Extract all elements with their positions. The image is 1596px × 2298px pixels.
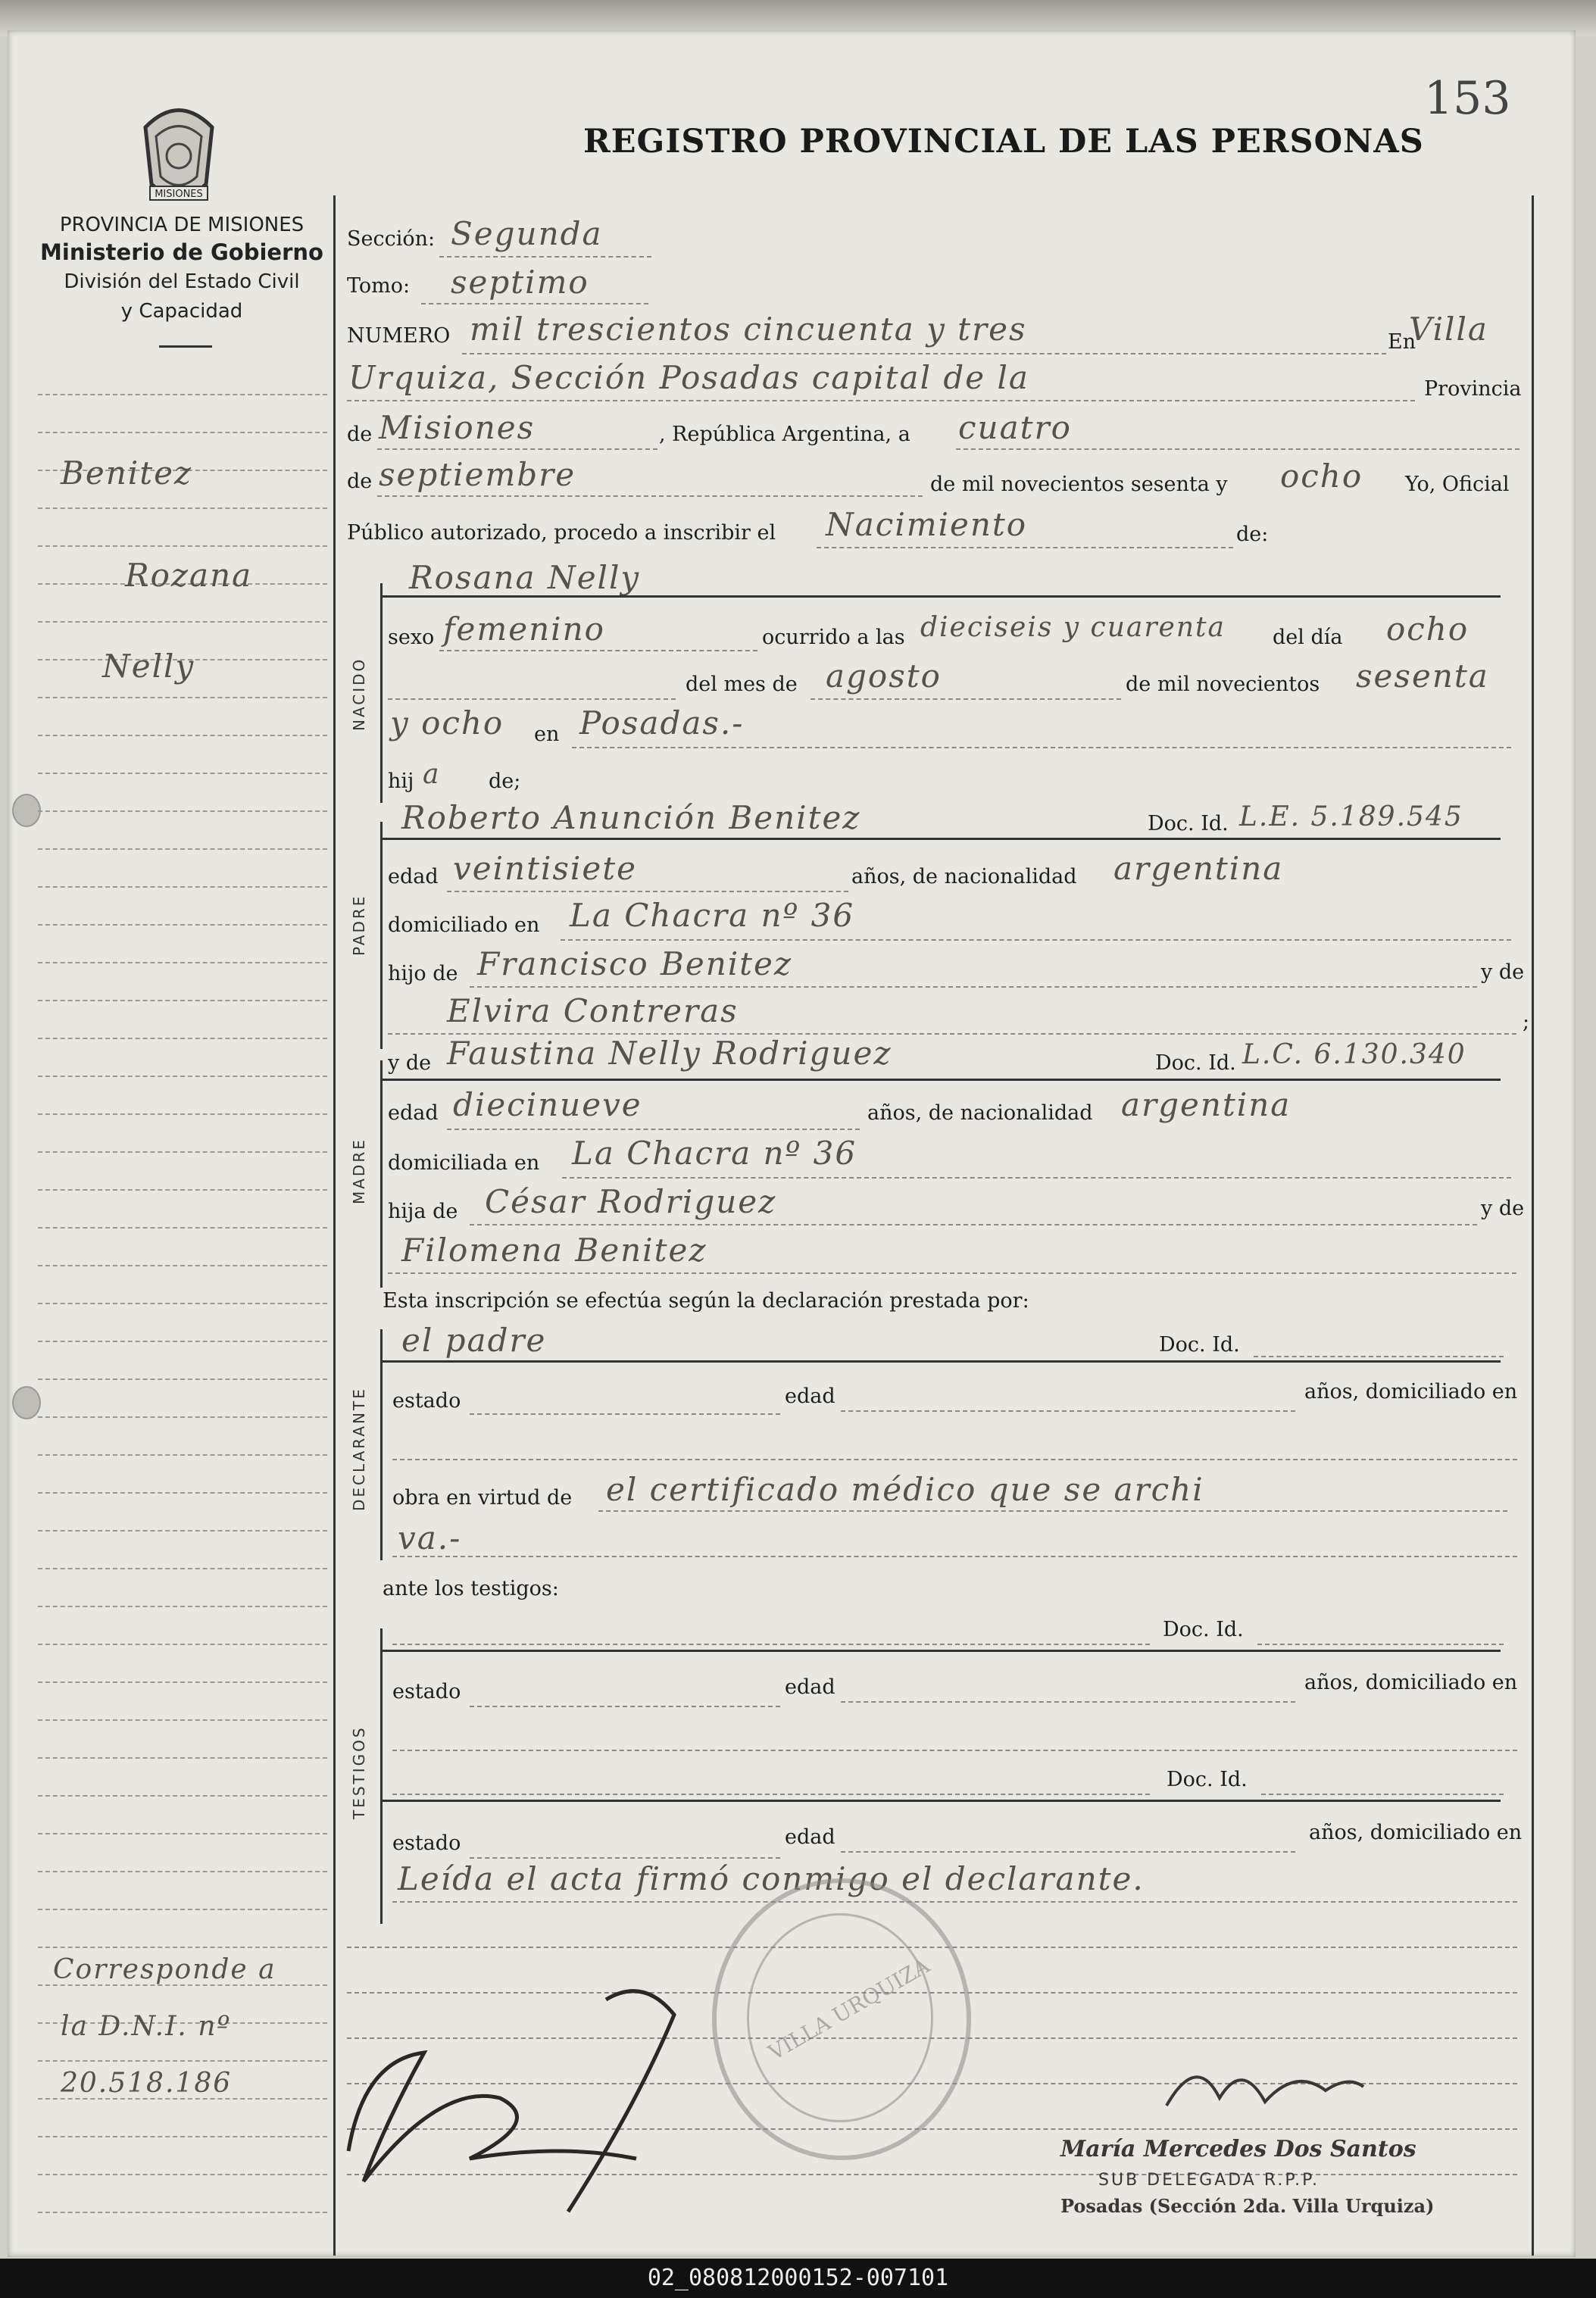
publico-label: Público autorizado, procedo a inscribir el (347, 521, 776, 545)
margin-rule (38, 1757, 327, 1759)
declarante-doc-line (1254, 1356, 1504, 1357)
hij-label: hij (388, 770, 414, 793)
en-value: Villa (1409, 311, 1488, 348)
testigo1-estado-label: estado (392, 1680, 461, 1703)
obra-value: el certificado médico que se archi (606, 1471, 1204, 1508)
margin-rule (38, 432, 327, 433)
margin-rule (38, 1454, 327, 1456)
folio-number: 153 (1424, 72, 1511, 125)
numero-line (462, 353, 1386, 354)
testigo1-estado-line (470, 1706, 780, 1707)
provincia-line (377, 448, 657, 450)
padre-bracket (380, 822, 383, 1049)
mes-line (377, 495, 923, 497)
official-round-stamp (712, 1878, 971, 2160)
lugar-value: Posadas.- (579, 704, 745, 742)
round-stamp-text: VILLA URQUIZA (764, 1953, 934, 2065)
margin-rule (38, 2174, 327, 2175)
madre-yde2-label: y de (1481, 1197, 1525, 1220)
declarante-dom-line (392, 1459, 1517, 1460)
madre-abuela-value: Filomena Benitez (401, 1232, 707, 1269)
margin-rule (38, 1568, 327, 1569)
padre-hijode-line (470, 986, 1477, 988)
margin-divider (333, 195, 336, 2256)
declarante-edad-line (841, 1410, 1295, 1412)
margin-rule (38, 1189, 327, 1191)
hora-value: dieciseis y cuarenta (920, 612, 1226, 643)
margin-rule (38, 1113, 327, 1115)
margin-rule (38, 962, 327, 963)
madre-doc-value: L.C. 6.130.340 (1242, 1039, 1466, 1070)
padre-edad-line (447, 891, 848, 892)
sexo-value: femenino (443, 610, 605, 648)
seccion-label: Sección: (347, 227, 436, 251)
provincia-value: Misiones (379, 409, 536, 446)
document-id: 02_080812000152-007101 (647, 2265, 949, 2291)
margin-rule (38, 1000, 327, 1001)
tomo-line (421, 303, 648, 304)
margin-rule (38, 1909, 327, 1910)
margin-rule (38, 1378, 327, 1380)
margin-rule (38, 1947, 327, 1948)
obra-value-2: va.- (398, 1519, 462, 1556)
padre-hijode-value: Francisco Benitez (477, 945, 793, 982)
margin-rule (38, 1833, 327, 1834)
testigo2-doc-line (1261, 1794, 1504, 1795)
declarante-quien: el padre (401, 1322, 547, 1359)
padre-dom-value: La Chacra nº 36 (570, 897, 855, 934)
nacido-top-line (383, 595, 1501, 598)
madre-hijade-line (470, 1224, 1477, 1225)
madre-edad-label: edad (388, 1101, 439, 1125)
testigo2-top-line (383, 1800, 1501, 1802)
declarante-anios-label: años, domiciliado en (1304, 1380, 1518, 1403)
nacido-en-label: en (534, 723, 560, 746)
margin-rule (38, 810, 327, 812)
margin-rule (38, 1341, 327, 1342)
testigo2-estado-label: estado (392, 1831, 461, 1855)
place-line (347, 400, 1415, 401)
testigos-intro: ante los testigos: (383, 1577, 559, 1600)
margin-rule (38, 2212, 327, 2213)
madre-anios-label: años, de nacionalidad (867, 1101, 1093, 1125)
footer-bar (0, 2259, 1596, 2298)
declarante-edad-label: edad (785, 1385, 835, 1408)
testigo1-doc-line (1257, 1644, 1504, 1645)
declarant-signature (318, 1969, 742, 2219)
tomo-value: septimo (451, 264, 589, 301)
obra-line-2 (392, 1556, 1517, 1557)
obra-label: obra en virtud de (392, 1486, 573, 1510)
sexo-line (439, 650, 757, 651)
madre-edad-value: diecinueve (453, 1086, 642, 1123)
page-title: REGISTRO PROVINCIAL DE LAS PERSONAS (583, 123, 1424, 161)
madre-dom-label: domiciliada en (388, 1151, 540, 1175)
declarante-intro: Esta inscripción se efectúa según la declaración prestada por: (383, 1289, 1029, 1313)
institution-ministry: Ministerio de Gobierno (40, 239, 323, 265)
yo-label: Yo, Oficial (1405, 473, 1510, 496)
testigo1-edad-line (841, 1701, 1295, 1703)
margin-rule (38, 621, 327, 623)
coat-of-arms-icon (130, 97, 227, 211)
madre-doc-label: Doc. Id. (1155, 1051, 1236, 1075)
margin-rule (38, 1644, 327, 1645)
margin-rule (38, 1265, 327, 1266)
svg-text:MISIONES: MISIONES (155, 189, 203, 200)
margin-rule (38, 735, 327, 736)
obra-line (598, 1510, 1507, 1512)
seccion-line (439, 256, 651, 258)
numero-label: NUMERO (347, 324, 451, 348)
padre-anios-label: años, de nacionalidad (851, 865, 1077, 888)
acto-line (817, 547, 1233, 548)
provincia-label: Provincia (1424, 377, 1522, 401)
madre-bracket (380, 1060, 383, 1288)
section-madre: MADRE (350, 1138, 368, 1204)
testigo1-anios-label: años, domiciliado en (1304, 1671, 1518, 1694)
padre-dom-line (561, 939, 1511, 941)
anio-label: de mil novecientos sesenta y (930, 473, 1228, 496)
margin-rule (38, 1530, 327, 1531)
official-name: María Mercedes Dos Santos (1060, 2136, 1416, 2162)
padre-edad-value: veintisiete (453, 850, 637, 887)
punch-hole-top (12, 794, 41, 827)
nacido-anio2-value: y ocho (390, 704, 504, 742)
nacido-name: Rosana Nelly (409, 559, 641, 596)
margin-rule (38, 1795, 327, 1797)
official-place: Posadas (Sección 2da. Villa Urquiza) (1060, 2195, 1435, 2217)
margin-surname: Benitez (61, 454, 193, 492)
cierre-line (392, 1901, 1517, 1903)
tomo-label: Tomo: (347, 274, 411, 298)
margin-rule (38, 1038, 327, 1039)
testigo2-name-line (392, 1794, 1150, 1795)
official-signature (1151, 2045, 1379, 2128)
ocurrido-label: ocurrido a las (762, 626, 905, 649)
madre-nac-value: argentina (1121, 1086, 1291, 1123)
margin-rule (38, 545, 327, 547)
madre-dom-line (562, 1177, 1511, 1179)
margin-rule (38, 1719, 327, 1721)
madre-yde-label: y de (388, 1051, 432, 1075)
section-padre: PADRE (350, 894, 368, 956)
madre-name: Faustina Nelly Rodriguez (447, 1035, 892, 1072)
section-nacido: NACIDO (350, 657, 368, 731)
testigo1-top-line (383, 1650, 1501, 1652)
declarante-doc-label: Doc. Id. (1159, 1333, 1240, 1357)
seccion-value: Segunda (451, 215, 603, 252)
margin-rule (38, 1151, 327, 1153)
place-value: Urquiza, Sección Posadas capital de la (348, 359, 1029, 396)
testigo1-doc-label: Doc. Id. (1163, 1618, 1244, 1641)
nacido-de-label: de; (489, 770, 521, 793)
republica-label: , República Argentina, a (659, 423, 910, 446)
cierre-text: Leída el acta firmó conmigo el declarante. (398, 1860, 1145, 1897)
numero-value: mil trescientos cincuenta y tres (470, 311, 1027, 348)
margin-rule (38, 1303, 327, 1304)
anio-value: ocho (1280, 457, 1363, 495)
deldia-label: del día (1273, 626, 1343, 649)
padre-doc-value: L.E. 5.189.545 (1239, 801, 1463, 832)
madre-hijade-label: hija de (388, 1200, 458, 1223)
punch-hole-bottom (12, 1386, 41, 1419)
margin-rule (38, 1871, 327, 1872)
testigo2-edad-label: edad (785, 1825, 835, 1849)
margin-rule (38, 394, 327, 395)
nacido-bracket (380, 583, 383, 803)
margin-name-1: Rozana (125, 557, 253, 594)
nacido-mes-value: agosto (826, 657, 942, 695)
right-border (1532, 195, 1534, 2256)
declarante-estado-label: estado (392, 1389, 461, 1413)
declarante-estado-line (470, 1413, 780, 1415)
margin-rule (38, 1227, 327, 1229)
acto-value: Nacimiento (826, 506, 1028, 543)
testigo2-anios-label: años, domiciliado en (1309, 1821, 1523, 1844)
dia-value: cuatro (958, 409, 1072, 446)
en-label: En (1388, 330, 1416, 354)
padre-semicolon: ; (1523, 1010, 1530, 1034)
nacido-anio-value: sesenta (1356, 657, 1489, 695)
margin-note-3: 20.518.186 (61, 2068, 233, 2099)
delmes-label: del mes de (686, 673, 798, 696)
de3-label: de: (1236, 523, 1269, 546)
margin-rule (38, 773, 327, 774)
mes-value: septiembre (379, 456, 576, 493)
margin-rule (38, 2136, 327, 2137)
institution-division: División del Estado Civil (64, 270, 300, 293)
hij-value: a (423, 759, 441, 790)
padre-nac-value: argentina (1113, 850, 1284, 887)
padre-top-line (383, 838, 1501, 840)
padre-doc-label: Doc. Id. (1148, 812, 1229, 835)
margin-rule (38, 507, 327, 509)
madre-dom-value: La Chacra nº 36 (572, 1135, 857, 1172)
padre-dom-label: domiciliado en (388, 913, 540, 937)
dia-line (956, 448, 1519, 450)
testigo1-edad-label: edad (785, 1675, 835, 1699)
mil-label: de mil novecientos (1126, 673, 1320, 696)
testigo2-estado-line (470, 1857, 780, 1859)
madre-top-line (383, 1079, 1501, 1081)
margin-note-2: la D.N.I. nº (61, 2011, 232, 2042)
declarante-top-line (383, 1360, 1501, 1363)
margin-rule (38, 1076, 327, 1077)
margin-rule (38, 1416, 327, 1418)
testigo1-dom-line (392, 1750, 1517, 1751)
padre-edad-label: edad (388, 865, 439, 888)
madre-abuela-line (388, 1272, 1516, 1274)
margin-rule (38, 1492, 327, 1494)
margin-note-1: Corresponde a (53, 1954, 276, 1985)
testigos-bracket (380, 1628, 383, 1924)
margin-rule (38, 1681, 327, 1683)
testigo1-name-line (392, 1644, 1150, 1645)
madre-hijade-value: César Rodriguez (485, 1183, 777, 1220)
testigo2-doc-label: Doc. Id. (1167, 1768, 1248, 1791)
margin-name-2: Nelly (102, 648, 195, 685)
section-declarante: DECLARANTE (350, 1387, 368, 1511)
padre-madre-value: Elvira Contreras (447, 992, 739, 1029)
declarante-bracket (380, 1329, 383, 1560)
padre-yde-label: y de (1481, 960, 1525, 984)
nacido-mes-pre-line (388, 698, 676, 700)
de2-label: de (347, 470, 373, 493)
sexo-label: sexo (388, 626, 435, 649)
margin-rule (38, 2060, 327, 2062)
institution-underline (159, 345, 212, 348)
padre-hijode-label: hijo de (388, 962, 458, 985)
de-label: de (347, 423, 373, 446)
padre-name: Roberto Anunción Benitez (401, 799, 861, 836)
institution-province: PROVINCIA DE MISIONES (59, 214, 305, 236)
institution-capacity: y Capacidad (120, 300, 243, 323)
nacido-dia-value: ocho (1386, 610, 1470, 648)
margin-rule (38, 924, 327, 926)
margin-rule (38, 697, 327, 698)
testigo2-edad-line (841, 1851, 1295, 1853)
nacido-mes-line (810, 698, 1121, 700)
section-testigos: TESTIGOS (350, 1725, 368, 1819)
margin-rule (38, 1606, 327, 1607)
margin-rule (38, 848, 327, 850)
official-role: SUB DELEGADA R.P.P. (1098, 2171, 1320, 2190)
lugar-line (572, 747, 1511, 748)
margin-rule (38, 886, 327, 888)
madre-edad-line (447, 1129, 860, 1130)
